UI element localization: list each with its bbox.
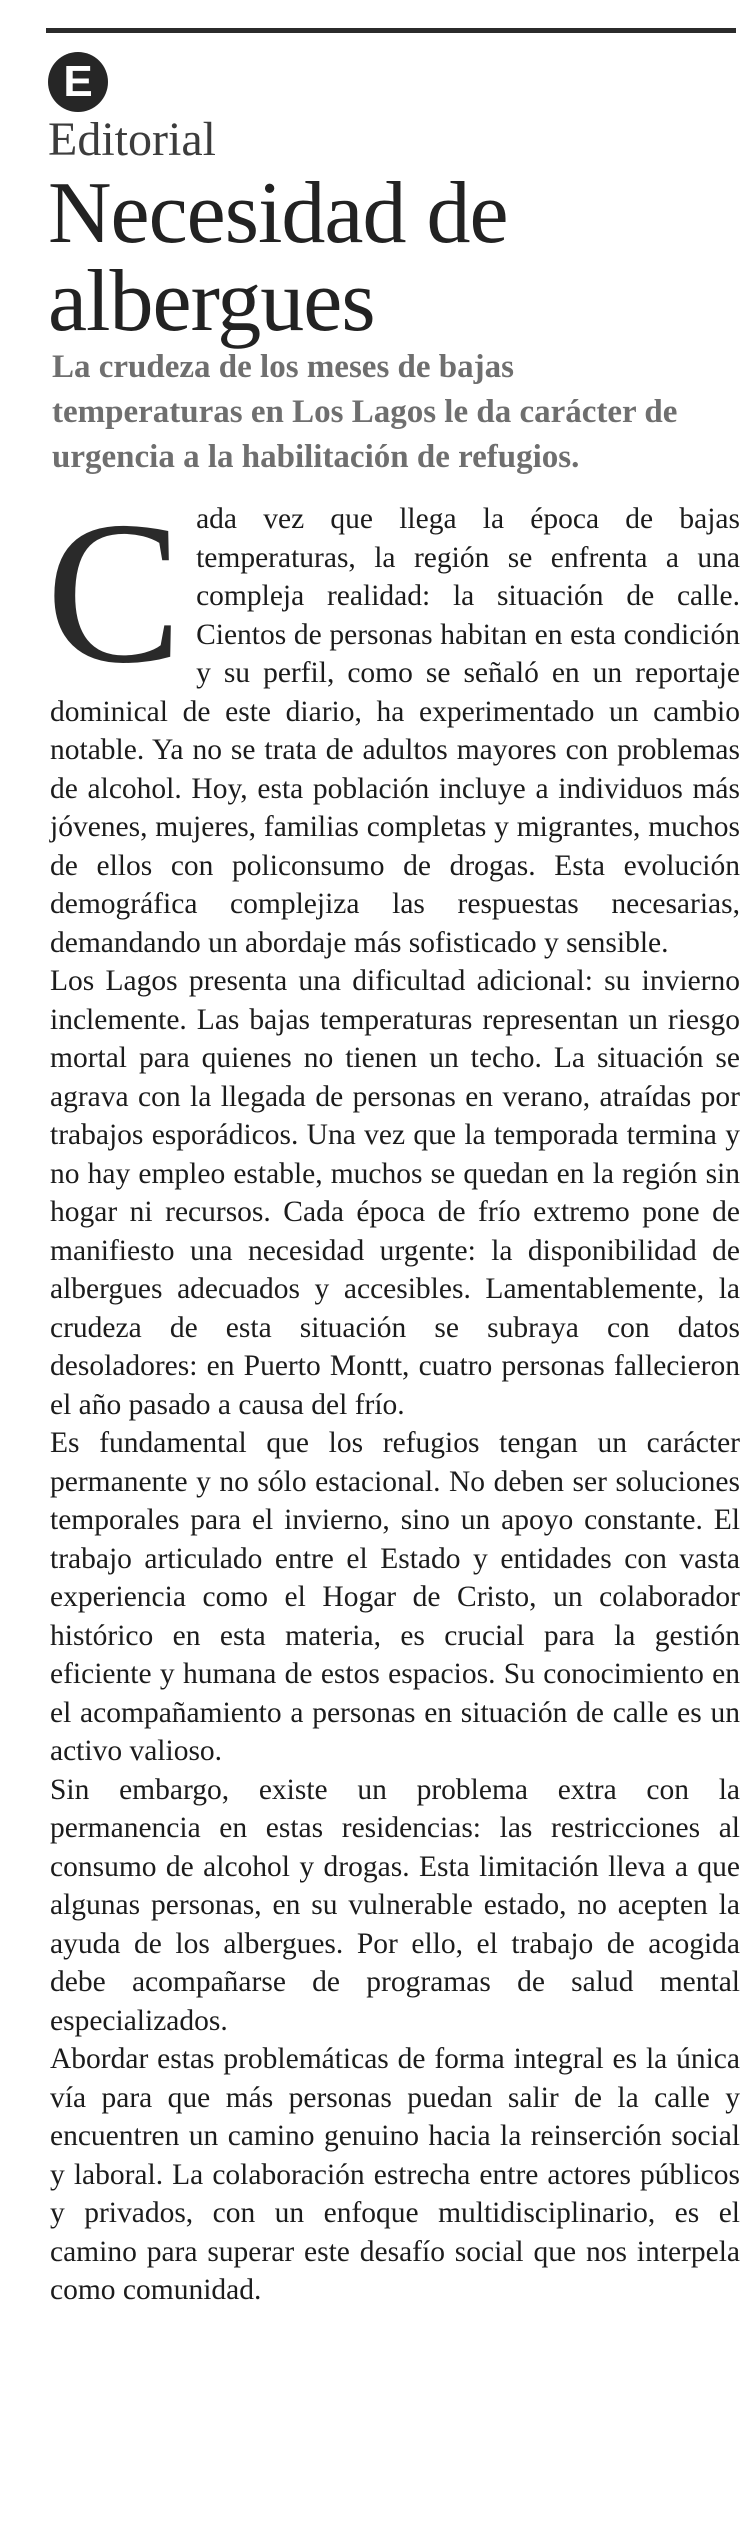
top-rule xyxy=(46,28,736,33)
deck-subtitle: La crudeza de los meses de bajas temperaturas en Los Lagos le da carácter de urgencia a la habilitación de refugios. xyxy=(52,349,678,475)
editorial-badge: E xyxy=(48,52,108,112)
paragraph-2: Los Lagos presenta una dificultad adicional: su invierno inclemente. Las bajas temperaturas representan un riesgo mortal para quienes no tienen un techo. La situación se agrava con la llegada de personas en verano, atraídas por trabajos esporádicos. Una vez que la temporada termina y no hay empleo estable, muchos se quedan en la región sin hogar ni recursos. Cada época de frío extremo pone de manifiesto una necesidad urgente: la disponibilidad de albergues adecuados y accesibles. Lamentablemente, la crudeza de esta situación se subraya con datos desoladores: en Puerto Montt, cuatro personas fallecieron el año pasado a causa del frío. xyxy=(50,965,740,1421)
section-label: Editorial xyxy=(48,113,216,166)
paragraph-3: Es fundamental que los refugios tengan un carácter permanente y no sólo estacional. No deben ser soluciones temporales para el invierno, sino un apoyo constante. El trabajo articulado entre el Estado y entidades con vasta experiencia como el Hogar de Cristo, un colaborador histórico en esta materia, es crucial para la gestión eficiente y humana de estos espacios. Su conocimiento en el acompañamiento a personas en situación de calle es un activo valioso. xyxy=(50,1427,740,1767)
article-body xyxy=(46,480,740,2310)
paragraph-1 xyxy=(46,480,740,962)
paragraph-5: Abordar estas problemáticas de forma integral es la única vía para que más personas puedan salir de la calle y encuentren un camino genuino hacia la reinserción social y laboral. La colaboración estrecha entre actores públicos y privados, con un enfoque multidisciplinario, es el camino para superar este desafío social que nos interpela como comunidad. xyxy=(50,2043,740,2306)
drop-cap: C xyxy=(46,480,183,706)
paragraph-4: Sin embargo, existe un problema extra con la permanencia en estas residencias: las restricciones al consumo de alcohol y drogas. Esta limitación lleva a que algunas personas, en su vulnerable estado, no acepten la ayuda de los albergues. Por ello, el trabajo de acogida debe acompañarse de programas de salud mental especializados. xyxy=(50,1773,740,2037)
headline: Necesidad de albergues xyxy=(48,165,508,350)
paragraph-1-text: ada vez que llega la época de bajas temperaturas, la región se enfrenta a una compleja realidad: la situación de calle. Cientos de personas habitan en esta condición y su perfil, como se señaló en un reportaje dominical de este diario, ha experimentado un cambio notable. Ya no se trata de adultos mayores con problemas de alcohol. Hoy, esta población incluye a individuos más jóvenes, mujeres, familias completas y migrantes, muchos de ellos con policonsumo de drogas. Esta evolución demográfica complejiza las respuestas necesarias, demandando un abordaje más sofisticado y sensible. xyxy=(50,503,740,959)
